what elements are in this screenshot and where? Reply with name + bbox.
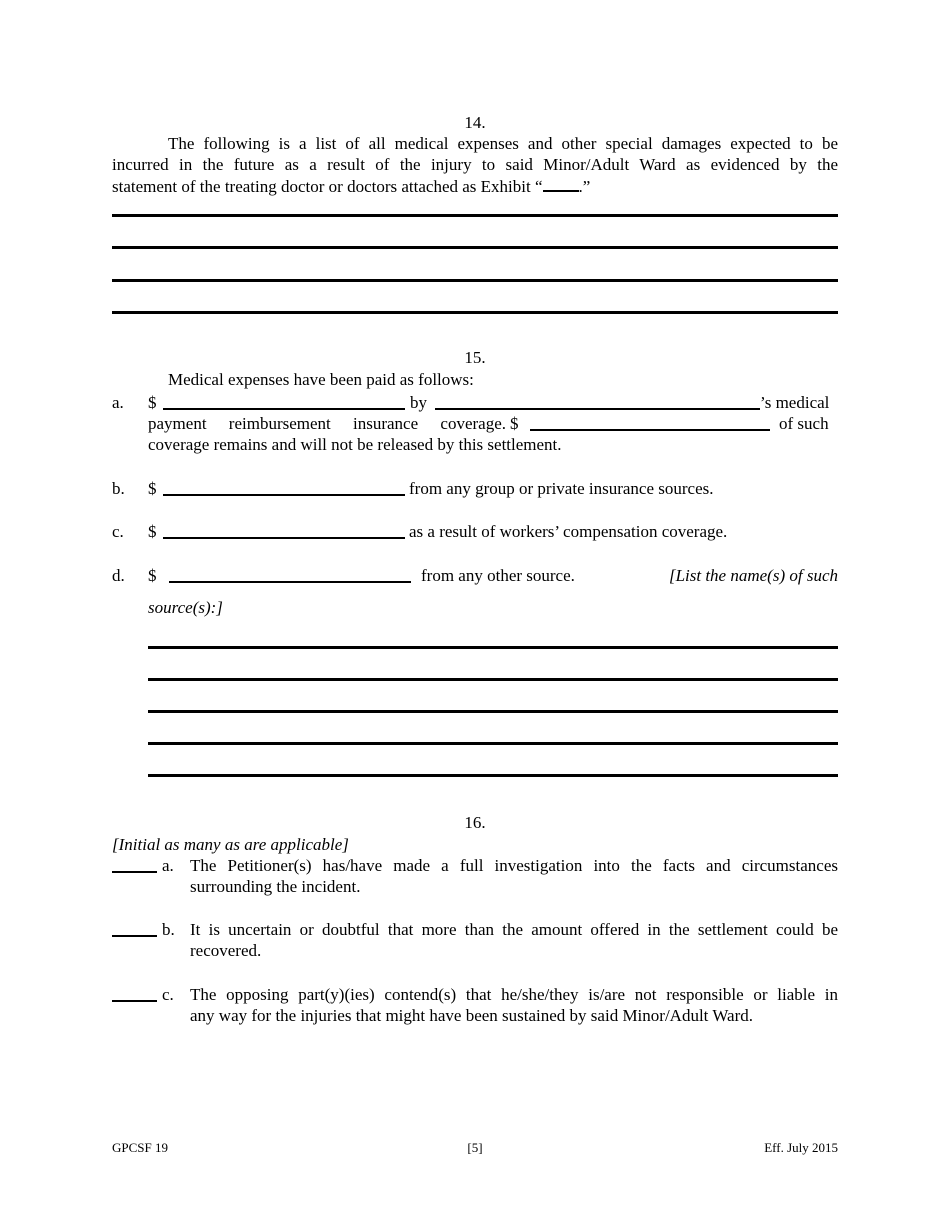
item-a-remaining-blank[interactable] [530,429,770,431]
item-d-text: from any other source. [421,566,575,585]
expense-entry-line[interactable] [112,214,838,217]
item-c-text: as a result of workers’ compensation coverage. [409,522,728,541]
source-entry-line[interactable] [148,774,838,777]
item-a-of-such: of such [779,414,829,433]
section-15-number: 15. [464,348,486,367]
item-c-dollar: $ [148,522,157,541]
item-16a-line2: surrounding the incident. [190,877,361,896]
section-16-instruction: [Initial as many as are applicable] [112,835,349,854]
item-a-line3: coverage remains and will not be released by this settlement. [148,435,562,454]
item-a-dollar: $ [148,393,157,412]
item-a-line2-text: payment reimbursement insurance coverage. [148,414,506,433]
section-14-line1: The following is a list of all medical expenses and other special damages expected to be [168,134,838,153]
item-16b-line2: recovered. [190,941,262,960]
source-entry-line[interactable] [148,678,838,681]
item-a-payer-blank[interactable] [435,408,760,410]
expense-entry-line[interactable] [112,311,838,314]
section-14-line3 [112,175,590,197]
source-entry-line[interactable] [148,742,838,745]
section-15-intro: Medical expenses have been paid as follows: [168,370,474,389]
item-a-medical: ’s medical [760,393,830,412]
item-d-instruction-cont: source(s):] [148,598,223,617]
section-14-line3-text: statement of the treating doctor or doctors attached as Exhibit “ [112,177,543,196]
expense-entry-line[interactable] [112,246,838,249]
item-b-dollar: $ [148,479,157,498]
item-b-marker: b. [112,479,125,498]
item-d-marker: d. [112,566,125,585]
expense-entry-line[interactable] [112,279,838,282]
footer-form-id: GPCSF 19 [112,1140,168,1155]
section-14-number: 14. [464,113,486,132]
item-a-amount-blank[interactable] [163,408,405,410]
item-16b-line1: It is uncertain or doubtful that more than the amount offered in the settlement could be [190,920,838,939]
initial-blank-b[interactable] [112,935,157,937]
item-c-amount-blank[interactable] [163,537,405,539]
document-page [112,0,838,1230]
item-a-by: by [410,393,427,412]
section-14-line3-end: .” [578,177,591,196]
footer-effective-date: Eff. July 2015 [764,1140,838,1155]
initial-blank-c[interactable] [112,1000,157,1002]
section-14-line2: incurred in the future as a result of the injury to said Minor/Adult Ward as evidenced by the [112,155,838,174]
item-16c-line1: The opposing part(y)(ies) contend(s) that he/she/they is/are not responsible or liable in [190,985,838,1004]
footer-page-number: [5] [467,1140,483,1155]
initial-blank-a[interactable] [112,871,157,873]
item-16a-marker: a. [162,856,174,875]
item-b-amount-blank[interactable] [163,494,405,496]
item-c-marker: c. [112,522,124,541]
item-a-marker: a. [112,393,124,412]
source-entry-line[interactable] [148,646,838,649]
item-16a-line1: The Petitioner(s) has/have made a full investigation into the facts and circumstances [190,856,838,875]
item-16c-line2: any way for the injuries that might have been sustained by said Minor/Adult Ward. [190,1006,753,1025]
item-16c-marker: c. [162,985,174,1004]
item-d-amount-blank[interactable] [169,581,411,583]
item-a-dollar2: $ [510,414,519,433]
item-b-text: from any group or private insurance sources. [409,479,714,498]
exhibit-blank[interactable] [543,175,579,192]
item-d-instruction: [List the name(s) of such [668,566,838,585]
section-16-number: 16. [464,813,486,832]
item-16b-marker: b. [162,920,175,939]
item-d-dollar: $ [148,566,157,585]
source-entry-line[interactable] [148,710,838,713]
